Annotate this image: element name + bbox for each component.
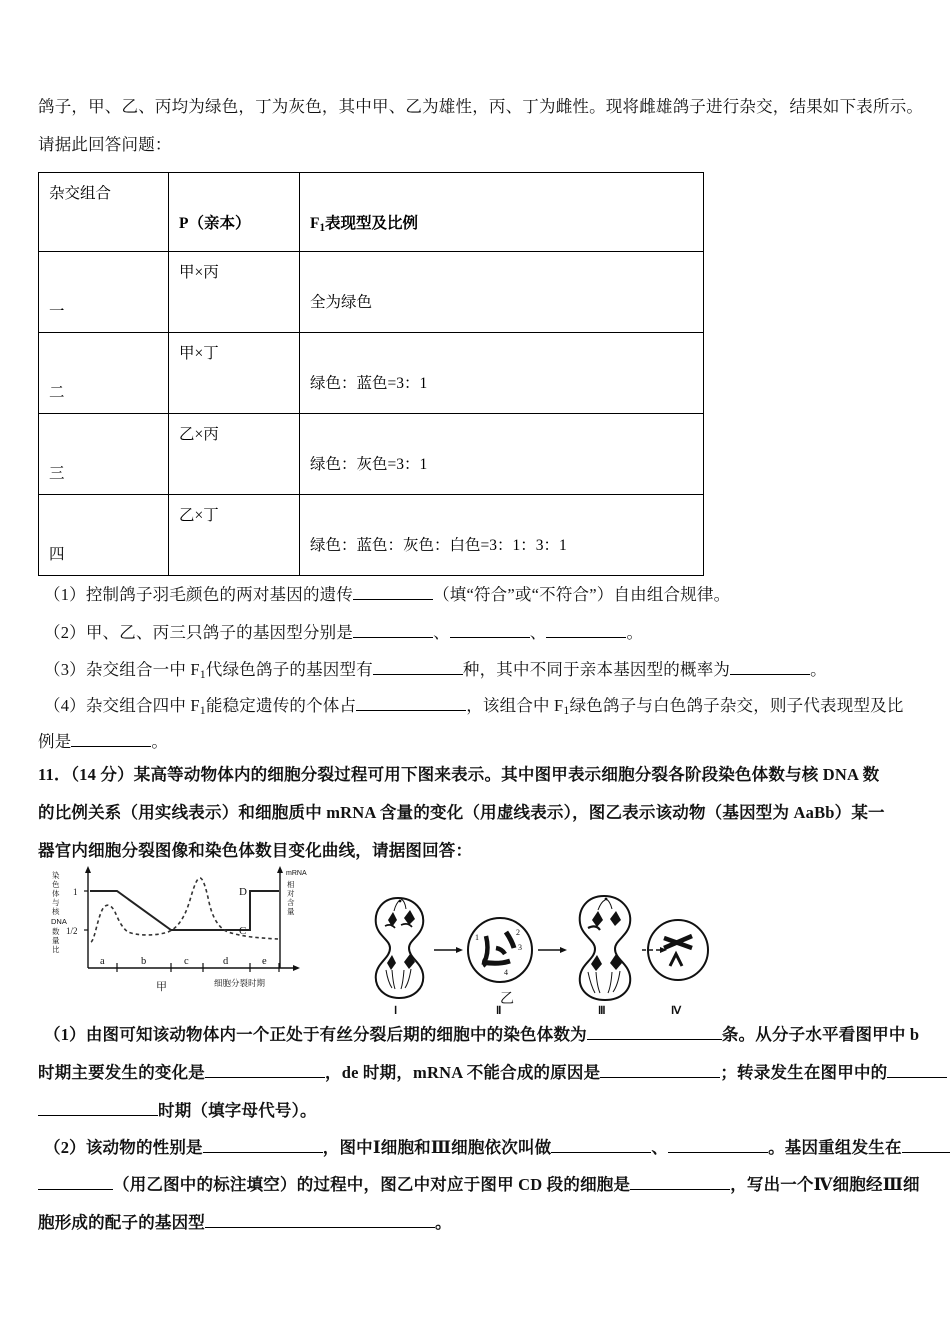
crossbreeding-table (38, 172, 704, 576)
answer-blank[interactable] (450, 621, 530, 639)
q11-item-2-cont-2 (38, 1208, 452, 1238)
answer-blank[interactable] (203, 1136, 323, 1154)
cell-arrow-1-head (456, 947, 463, 953)
f1-rest: 表现型及比例 (325, 215, 419, 232)
cell-image-4 (648, 920, 708, 980)
answer-blank[interactable] (546, 621, 626, 639)
figure-svg (38, 862, 678, 1014)
svg-text:色: 色 (52, 880, 60, 889)
cell-2-number-2: 2 (516, 928, 520, 937)
combination-no: 四 (49, 546, 65, 563)
q11-line1-text: 某高等动物体内的细胞分裂过程可用下图来表示。其中图甲表示细胞分裂各阶段染色体数与核 DNA 数 (133, 765, 880, 784)
q10-4-subscript: 1 (199, 702, 206, 717)
table-row (39, 495, 704, 576)
f1-value: 绿色：灰色=3：1 (310, 456, 428, 473)
chart-jia-x-axis-arrow (293, 965, 300, 971)
q10-item-4 (44, 691, 904, 725)
row-1-parents (169, 252, 300, 333)
answer-blank[interactable] (38, 1173, 113, 1191)
parents-value: 乙×丁 (179, 507, 219, 524)
answer-blank[interactable] (353, 583, 433, 601)
cell-label-2: Ⅱ (496, 1005, 502, 1014)
cell-2-number-4: 4 (504, 968, 508, 977)
parents-value: 甲×丙 (179, 264, 219, 281)
table-row (39, 252, 704, 333)
q10-item-2 (44, 618, 643, 648)
answer-blank[interactable] (902, 1136, 950, 1154)
q11-2-text-c: 。基因重组发生在 (768, 1138, 902, 1157)
q11-stem-line-3: 器官内细胞分裂图像和染色体数目变化曲线，请据图回答： (38, 841, 473, 860)
q11-1-text-c: 时期主要发生的变化是 (38, 1063, 205, 1082)
answer-blank[interactable] (887, 1061, 947, 1079)
chart-jia-segment-a: a (100, 956, 105, 967)
cell-image-3 (580, 896, 631, 1000)
chart-jia (51, 866, 307, 993)
q10-3-subscript: 1 (199, 666, 206, 681)
q10-4-text-e: 例是 (38, 732, 72, 751)
table-header-row (39, 173, 704, 252)
answer-blank[interactable] (205, 1061, 325, 1079)
chart-jia-segment-d: d (223, 956, 229, 967)
row-2-combination (39, 333, 169, 414)
cell-arrow-2-head (560, 947, 567, 953)
chart-jia-label-D: D (239, 886, 247, 898)
q10-4-text-d: 绿色鸽子与白色鸽子杂交，则子代表现型及比 (569, 696, 904, 715)
q11-number: 11 (38, 765, 54, 784)
header-parents-label: P（亲本） (179, 215, 251, 232)
row-4-combination (39, 495, 169, 576)
chart-jia-y2-axis-arrow (277, 866, 283, 873)
cell-image-4-svg (638, 862, 718, 1014)
svg-text:量: 量 (287, 907, 295, 916)
q11-item-1 (44, 1020, 919, 1050)
chart-jia-ytick-label-1: 1 (73, 887, 78, 897)
row-4-f1 (300, 495, 704, 576)
q11-2-text-f: 胞形成的配子的基因型 (38, 1213, 205, 1232)
cell-label-3: Ⅲ (598, 1005, 606, 1014)
q11-dot: ． (54, 765, 71, 784)
answer-blank[interactable] (71, 730, 151, 748)
cell-2-number-1: 1 (475, 933, 479, 942)
q11-stem-line-1 (38, 760, 879, 790)
answer-blank[interactable] (587, 1023, 722, 1041)
row-2-f1 (300, 333, 704, 414)
table-row (39, 414, 704, 495)
row-4-parents (169, 495, 300, 576)
answer-blank[interactable] (630, 1173, 730, 1191)
answer-blank[interactable] (668, 1136, 768, 1154)
q10-3-text-b: 代绿色鸽子的基因型有 (205, 660, 373, 679)
q10-4-end: 。 (151, 732, 169, 751)
f1-value: 全为绿色 (310, 294, 373, 311)
row-1-combination (39, 252, 169, 333)
q10-2-sep-1: 、 (433, 623, 450, 642)
intro-line-1: 鸽子，甲、乙、丙均为绿色，丁为灰色，其中甲、乙为雄性，丙、丁为雌性。现将雌雄鸽子进行杂交，结果如下表所示。 (38, 97, 924, 116)
f1-value: 绿色：蓝色=3：1 (310, 375, 428, 392)
cells-yi (376, 896, 667, 1014)
answer-blank[interactable] (353, 621, 433, 639)
q10-4-text-a: （4）杂交组合四中 F (44, 696, 200, 715)
q11-item-1-cont-2 (38, 1096, 317, 1126)
row-2-parents (169, 333, 300, 414)
svg-text:相: 相 (287, 880, 295, 889)
svg-text:核: 核 (52, 907, 60, 916)
q11-1-text-b: 条。从分子水平看图甲中 b (721, 1025, 920, 1044)
row-3-combination (39, 414, 169, 495)
cell-2-number-3: 3 (518, 943, 522, 952)
q11-2-sep: 、 (651, 1138, 669, 1157)
parents-value: 甲×丁 (179, 345, 219, 362)
header-f1-label (310, 211, 418, 234)
chart-jia-label-C: C (239, 925, 247, 937)
header-cell-parents (169, 173, 300, 252)
table-row (39, 333, 704, 414)
q10-3-end: 。 (810, 660, 827, 679)
intro-line-2: 请据此回答问题： (38, 135, 172, 154)
chart-jia-y-axis-arrow (85, 866, 91, 873)
q10-2-sep-2: 、 (529, 623, 547, 642)
chart-jia-segment-e: e (262, 956, 267, 967)
q11-2-text-e: ，写出一个Ⅳ细胞经Ⅲ细 (730, 1175, 920, 1194)
svg-text:比: 比 (52, 945, 60, 954)
chart-jia-segment-b: b (141, 956, 147, 967)
combination-no: 一 (49, 303, 65, 320)
header-cell-combination (39, 173, 169, 252)
answer-blank[interactable] (373, 658, 463, 676)
svg-text:含: 含 (287, 898, 295, 907)
q10-3-text-c: 种，其中不同于亲本基因型的概率为 (462, 660, 731, 679)
row-3-parents (169, 414, 300, 495)
q11-item-1-cont (38, 1058, 947, 1088)
q10-1-text-b: （填“符合”或“不符合”）自由组合规律。 (433, 585, 731, 604)
cell-label-1: Ⅰ (394, 1005, 398, 1014)
chart-jia-solid-series (90, 891, 279, 930)
combination-no: 三 (49, 465, 65, 482)
q11-item-2-cont (38, 1170, 920, 1200)
chart-jia-caption: 甲 (156, 981, 167, 993)
answer-blank[interactable] (38, 1099, 158, 1117)
chart-jia-segment-c: c (184, 956, 189, 967)
q11-item-2 (44, 1133, 950, 1163)
f1-prefix: F (310, 215, 320, 232)
figure-block (38, 862, 682, 1014)
answer-blank[interactable] (600, 1061, 720, 1079)
answer-blank[interactable] (730, 658, 810, 676)
chart-jia-x-axis-label: 细胞分裂时期 (214, 978, 266, 988)
svg-text:对: 对 (287, 889, 295, 898)
answer-blank[interactable] (551, 1136, 651, 1154)
cells-yi-caption: 乙 (500, 992, 515, 1007)
q10-4-text-b: 能稳定遗传的个体占 (205, 696, 357, 715)
cell-image-1 (376, 898, 424, 998)
answer-blank[interactable] (356, 694, 466, 712)
q11-2-text-a: （2）该动物的性别是 (44, 1138, 203, 1157)
q10-2-text-a: （2）甲、乙、丙三只鸽子的基因型分别是 (44, 623, 354, 642)
cell-image-2 (468, 918, 532, 982)
q11-2-text-b: ，图中Ⅰ细胞和Ⅲ细胞依次叫做 (322, 1138, 552, 1157)
svg-text:体: 体 (52, 889, 60, 898)
row-3-f1 (300, 414, 704, 495)
q10-3-text-a: （3）杂交组合一中 F (44, 660, 200, 679)
chart-jia-ytick-label-half: 1/2 (66, 926, 78, 936)
chart-jia-y2-axis-label (286, 870, 307, 916)
header-combination-label: 杂交组合 (49, 185, 112, 202)
combination-no: 二 (49, 384, 65, 401)
svg-text:量: 量 (52, 936, 60, 945)
q11-score: （14 分） (70, 765, 134, 784)
cell-label-4: Ⅳ (671, 1005, 682, 1014)
svg-text:DNA: DNA (51, 917, 67, 926)
q11-1-text-d: ，de 时期，mRNA 不能合成的原因是 (325, 1063, 601, 1082)
q11-1-text-f: 时期（填字母代号）。 (158, 1101, 317, 1120)
q10-1-text-a: （1）控制鸽子羽毛颜色的两对基因的遗传 (44, 585, 354, 604)
f1-value: 绿色：蓝色：灰色：白色=3：1：3：1 (310, 537, 567, 554)
parents-value: 乙×丙 (179, 426, 219, 443)
header-cell-f1 (300, 173, 704, 252)
answer-blank[interactable] (205, 1211, 435, 1229)
q10-item-4-cont (38, 727, 168, 757)
q11-2-text-d: （用乙图中的标注填空）的过程中，图乙中对应于图甲 CD 段的细胞是 (113, 1175, 631, 1194)
svg-text:数: 数 (52, 927, 60, 936)
svg-text:mRNA: mRNA (286, 870, 307, 877)
svg-text:染: 染 (52, 871, 60, 880)
chart-jia-y-axis-label (51, 870, 67, 954)
q11-1-text-e: ；转录发生在图甲中的 (720, 1063, 888, 1082)
row-1-f1 (300, 252, 704, 333)
q11-2-end: 。 (435, 1213, 452, 1232)
q10-4-subscript-2: 1 (563, 702, 570, 717)
q11-1-text-a: （1）由图可知该动物体内一个正处于有丝分裂后期的细胞中的染色体数为 (44, 1025, 587, 1044)
q10-2-end: 。 (626, 623, 644, 642)
q10-item-3 (44, 655, 827, 689)
q10-4-text-c: ，该组合中 F (466, 696, 564, 715)
svg-text:与: 与 (52, 898, 60, 907)
q11-stem-line-2: 的比例关系（用实线表示）和细胞质中 mRNA 含量的变化（用虚线表示），图乙表示该动物（基因型为 AaBb）某一 (38, 803, 885, 822)
q10-item-1 (44, 580, 730, 610)
f1-subscript: 1 (319, 221, 326, 234)
